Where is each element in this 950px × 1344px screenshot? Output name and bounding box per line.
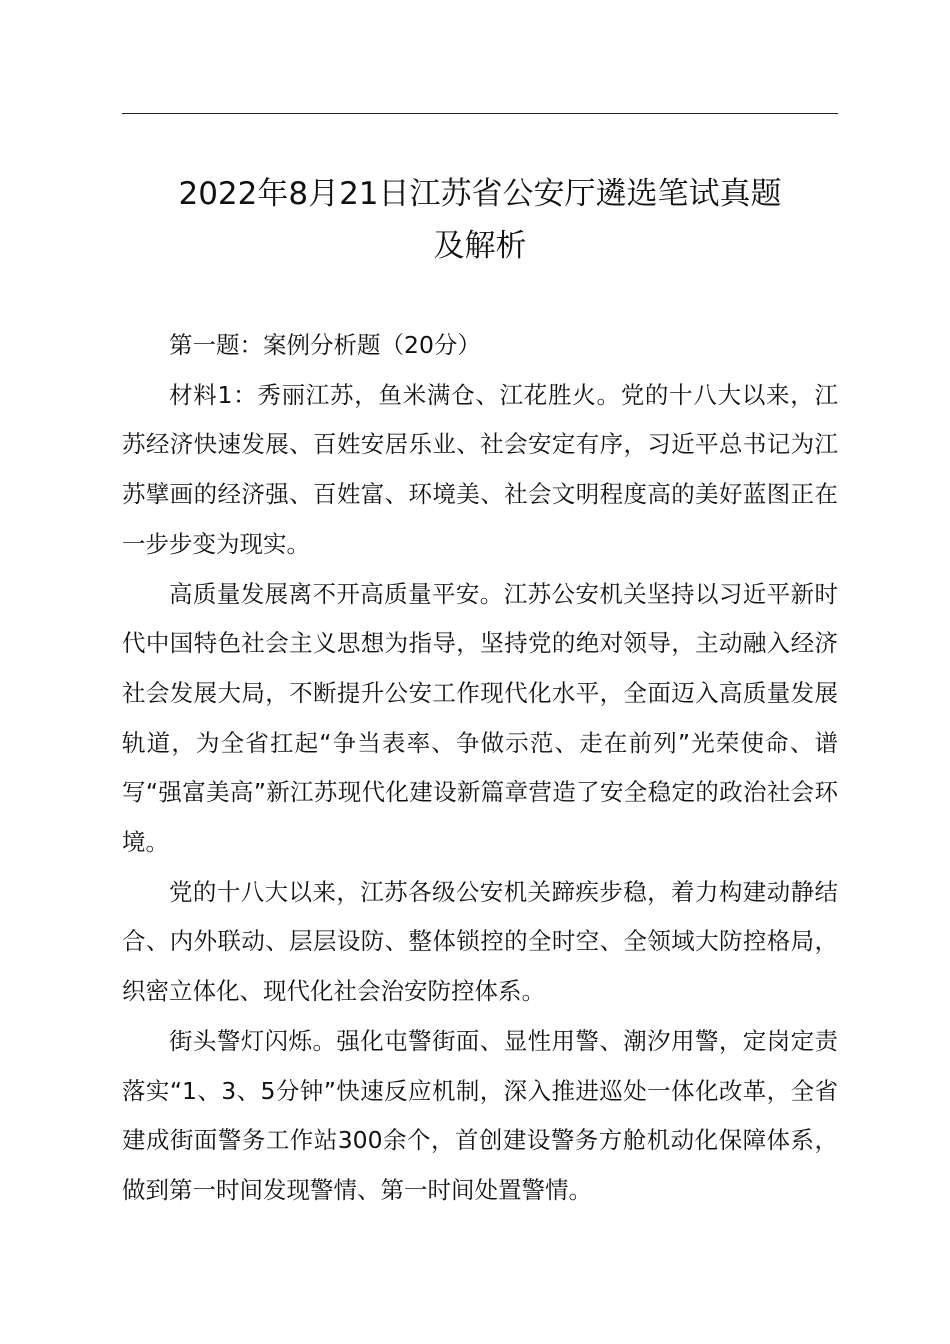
document-body — [122, 321, 838, 1216]
question-heading: 第一题：案例分析题（20分） — [169, 331, 481, 359]
header-rule — [122, 113, 838, 114]
title-line-1: 2022年8月21日江苏省公安厅遴选笔试真题 — [178, 176, 782, 212]
paragraph: 材料1：秀丽江苏，鱼米满仓、江花胜火。党的十八大以来，江苏经济快速发展、百姓安居乐业、社会安定有序，习近平总书记为江苏擘画的经济强、百姓富、环境美、社会文明程度高的美好蓝图正在一步步变为现实。 — [122, 380, 838, 558]
paragraph: 党的十八大以来，江苏各级公安机关蹄疾步稳，着力构建动静结合、内外联动、层层设防、整体锁控的全时空、全领域大防控格局，织密立体化、现代化社会治安防控体系。 — [122, 877, 838, 1006]
paragraph: 街头警灯闪烁。强化屯警街面、显性用警、潮汐用警，定岗定责落实“1、3、5分钟”快速反应机制，深入推进巡处一体化改革，全省建成街面警务工作站300余个，首创建设警务方舱机动化保障体系，做到第一时间发现警情、第一时间处置警情。 — [122, 1026, 838, 1204]
document-title — [100, 168, 860, 272]
title-line-2: 及解析 — [433, 228, 527, 264]
paragraph: 高质量发展离不开高质量平安。江苏公安机关坚持以习近平新时代中国特色社会主义思想为指导，坚持党的绝对领导，主动融入经济社会发展大局，不断提升公安工作现代化水平，全面迈入高质量发展轨道，为全省扛起“争当表率、争做示范、走在前列”光荣使命、谱写“强富美高”新江苏现代化建设新篇章营造了安全稳定的政治社会环境。 — [122, 579, 838, 857]
